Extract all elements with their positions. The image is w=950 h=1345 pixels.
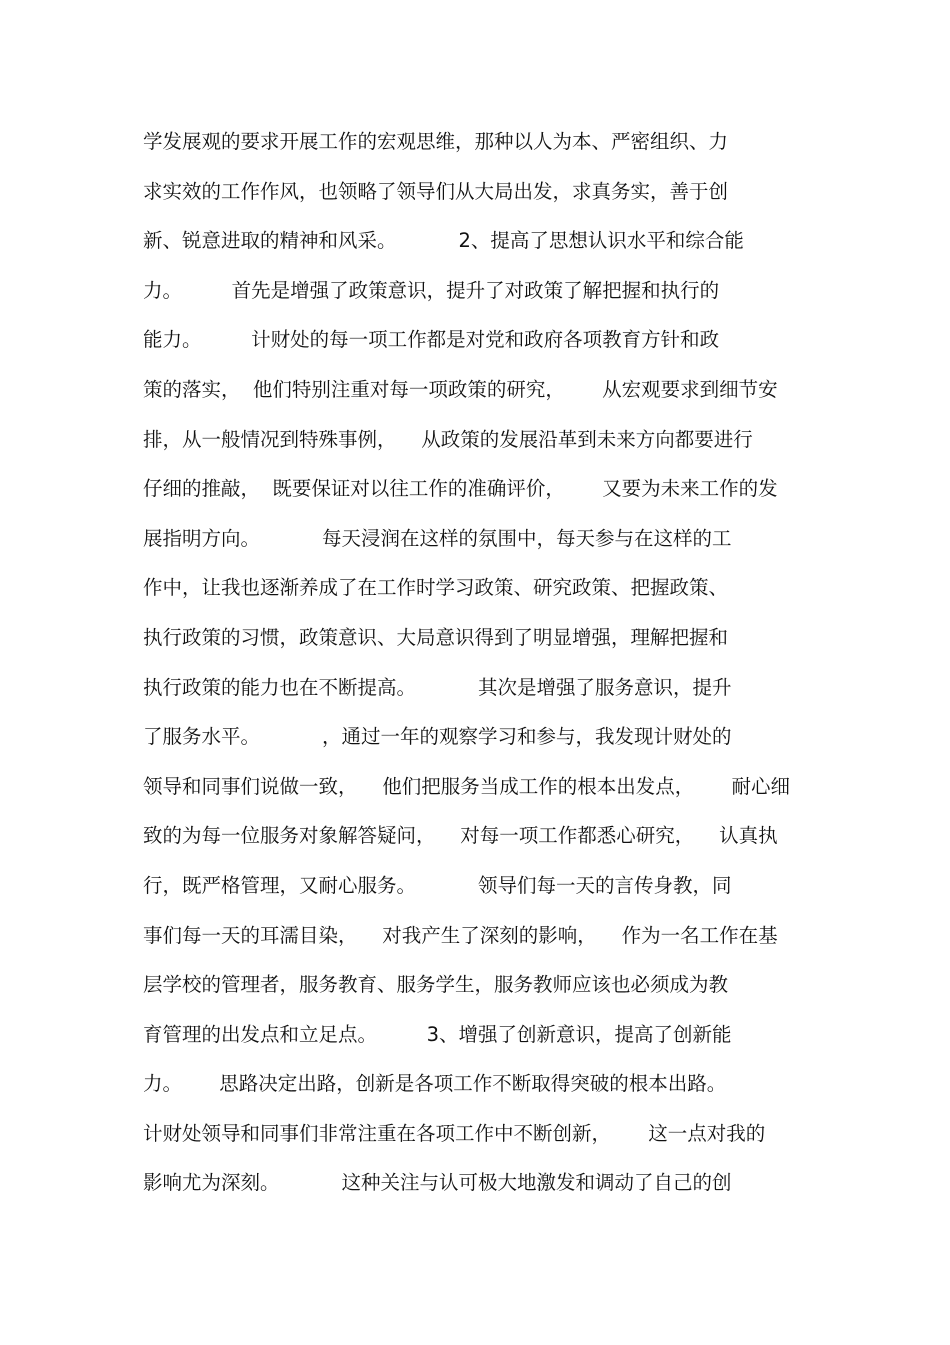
text-line: 排，从一般情况到特殊事例， 从政策的发展沿革到未来方向都要进行 [143, 427, 753, 451]
text-line: 计财处领导和同事们非常注重在各项工作中不断创新， 这一点对我的 [143, 1121, 766, 1145]
text-line: 能力。 计财处的每一项工作都是对党和政府各项教育方针和政 [143, 328, 720, 352]
text-line: 学发展观的要求开展工作的宏观思维，那种以人为本、严密组织、力 [143, 130, 729, 153]
text-line: 新、锐意进取的精神和风采。 2、提高了思想认识水平和综合能 [143, 229, 744, 253]
text-line: 层学校的管理者，服务教育、服务学生，服务教师应该也必须成为教 [143, 973, 729, 997]
text-line: 作中，让我也逐渐养成了在工作时学习政策、研究政策、把握政策、 [143, 576, 729, 600]
text-line: 求实效的工作作风，也领略了领导们从大局出发，求真务实，善于创 [143, 179, 729, 203]
text-line: 执行政策的能力也在不断提高。 其次是增强了服务意识，提升 [143, 675, 732, 699]
text-line: 领导和同事们说做一致， 他们把服务当成工作的根本出发点， 耐心细 [143, 774, 790, 798]
text-line: 展指明方向。 每天浸润在这样的氛围中，每天参与在这样的工 [143, 526, 732, 550]
text-line: 仔细的推敲， 既要保证对以往工作的准确评价， 又要为未来工作的发 [143, 477, 778, 501]
text-line: 影响尤为深刻。 这种关注与认可极大地激发和调动了自己的创 [143, 1171, 732, 1195]
text-line: 力。 首先是增强了政策意识，提升了对政策了解把握和执行的 [143, 278, 720, 302]
text-line: 执行政策的习惯，政策意识、大局意识得到了明显增强，理解把握和 [143, 625, 729, 649]
text-line: 策的落实， 他们特别注重对每一项政策的研究， 从宏观要求到细节安 [143, 377, 778, 401]
body-text [143, 124, 823, 1215]
text-line: 力。 思路决定出路，创新是各项工作不断取得突破的根本出路。 [143, 1072, 727, 1096]
text-line: 行，既严格管理，又耐心服务。 领导们每一天的言传身教，同 [143, 873, 732, 897]
text-line: 了服务水平。 ，通过一年的观察学习和参与，我发现计财处的 [143, 725, 732, 749]
text-line: 致的为每一位服务对象解答疑问， 对每一项工作都悉心研究， 认真执 [143, 824, 778, 848]
text-line: 育管理的出发点和立足点。 3、增强了创新意识，提高了创新能 [143, 1022, 732, 1046]
text-line: 事们每一天的耳濡目染， 对我产生了深刻的影响， 作为一名工作在基 [143, 923, 778, 947]
